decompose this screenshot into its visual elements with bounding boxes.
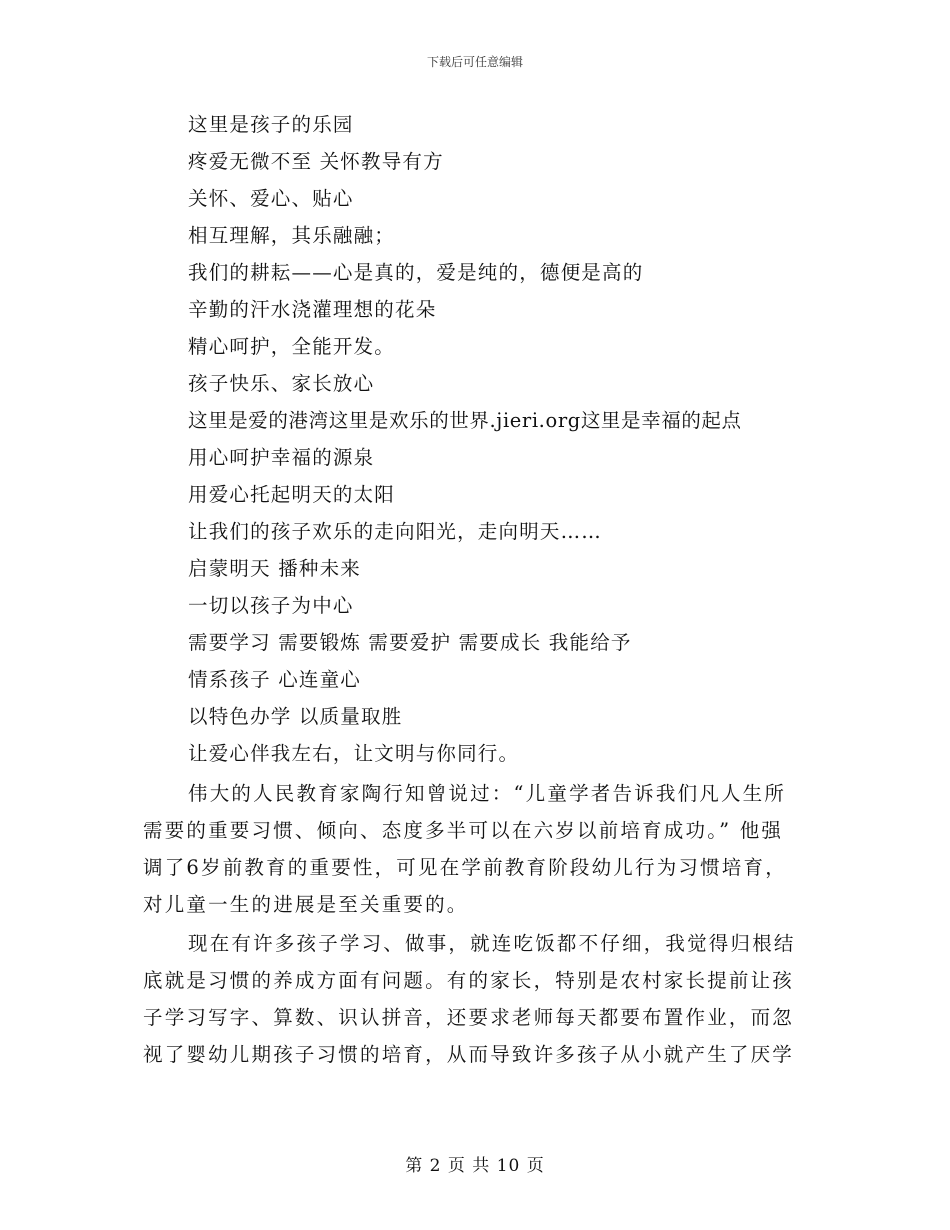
slogan-line: 启蒙明天 播种未来 — [188, 557, 361, 580]
paragraph-line: 子学习写字、算数、识认拼音，还要求老师每天都要布置作业，而忽 — [143, 1006, 795, 1029]
paragraph-line: 对儿童一生的进展是至关重要的。 — [143, 893, 469, 916]
page-number-footer: 第 2 页 共 10 页 — [405, 1156, 545, 1176]
slogan-line: 精心呵护，全能开发。 — [188, 335, 396, 358]
paragraph-line: 底就是习惯的养成方面有问题。有的家长，特别是农村家长提前让孩 — [143, 969, 795, 992]
slogan-line: 一切以孩子为中心 — [188, 594, 354, 617]
slogan-line: 用爱心托起明天的太阳 — [188, 483, 396, 506]
slogan-line: 这里是爱的港湾这里是欢乐的世界.jieri.org这里是幸福的起点 — [188, 409, 742, 432]
slogan-line: 疼爱无微不至 关怀教导有方 — [188, 150, 444, 173]
slogan-line: 这里是孩子的乐园 — [188, 113, 354, 136]
slogan-line: 辛勤的汗水浇灌理想的花朵 — [188, 298, 437, 321]
slogan-line: 用心呵护幸福的源泉 — [188, 446, 375, 469]
slogan-line: 我们的耕耘——心是真的，爱是纯的，德便是高的 — [188, 261, 644, 284]
paragraph-line: 现在有许多孩子学习、做事，就连吃饭都不仔细，我觉得归根结 — [188, 932, 796, 955]
slogan-line: 相互理解，其乐融融； — [188, 224, 396, 247]
slogan-line: 让我们的孩子欢乐的走向阳光，走向明天…… — [188, 520, 603, 543]
slogan-line: 孩子快乐、家长放心 — [188, 372, 375, 395]
slogan-line: 需要学习 需要锻炼 需要爱护 需要成长 我能给予 — [188, 631, 632, 654]
slogan-line: 以特色办学 以质量取胜 — [188, 705, 403, 728]
paragraph-line: 视了婴幼儿期孩子习惯的培育，从而导致许多孩子从小就产生了厌学 — [143, 1043, 795, 1066]
slogan-line: 情系孩子 心连童心 — [188, 668, 361, 691]
paragraph-line: 伟大的人民教育家陶行知曾说过：“儿童学者告诉我们凡人生所 — [188, 782, 787, 805]
page-header-note: 下载后可任意编辑 — [426, 55, 523, 69]
paragraph-line: 需要的重要习惯、倾向、态度多半可以在六岁以前培育成功。” 他强 — [143, 819, 784, 842]
slogan-line: 关怀、爱心、贴心 — [188, 187, 354, 210]
slogan-line: 让爱心伴我左右，让文明与你同行。 — [188, 742, 520, 765]
paragraph-line: 调了6岁前教育的重要性，可见在学前教育阶段幼儿行为习惯培育， — [143, 856, 787, 879]
